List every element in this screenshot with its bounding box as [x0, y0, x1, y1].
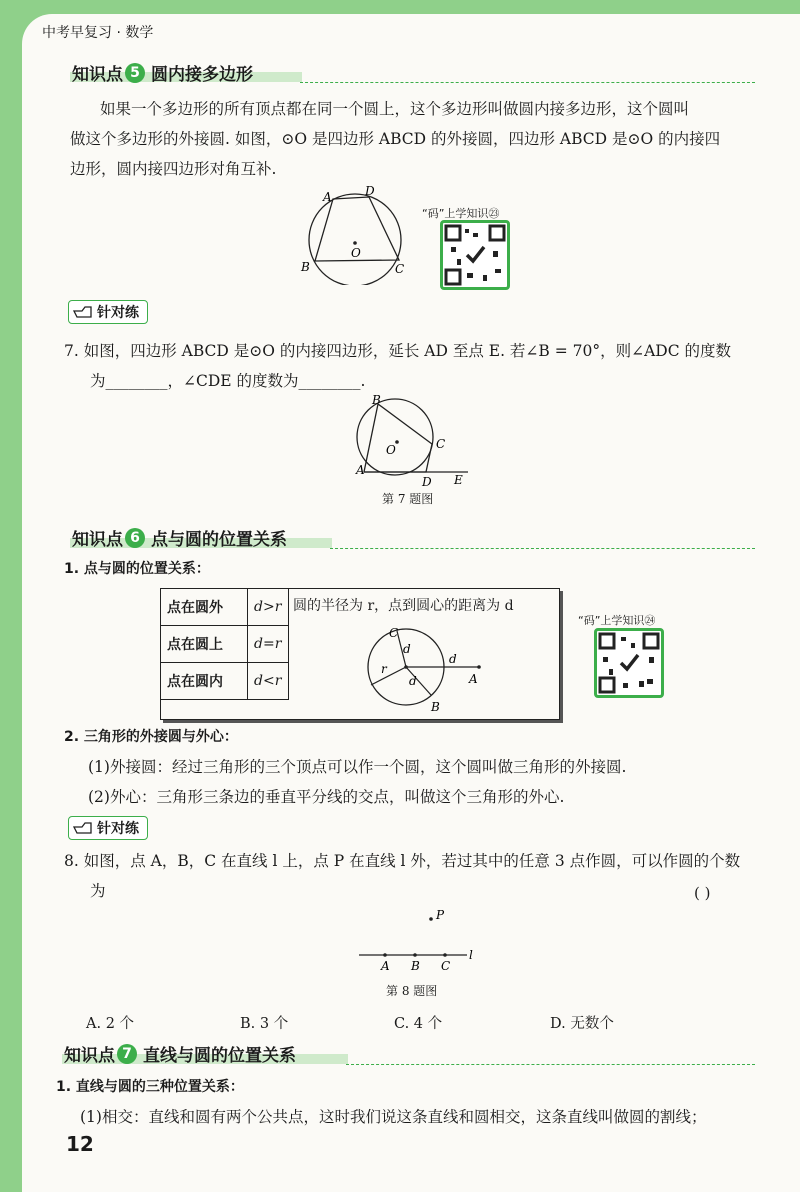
question-7: [64, 336, 774, 396]
table-cell-relation: d>r: [248, 589, 289, 626]
kp5-title: [72, 60, 253, 85]
q8-choice-B[interactable]: B. 3 个: [240, 1016, 289, 1032]
table-cell-position: 点在圆内: [161, 663, 248, 700]
q8-caption: 第 8 题图: [386, 984, 438, 998]
q8-point-B: B: [411, 959, 420, 973]
kp5-circle-figure: [295, 185, 415, 285]
practice-label-2: [68, 816, 148, 840]
kp6-sub-1: 1. 点与圆的位置关系：: [64, 561, 210, 577]
kp6-title: [72, 525, 287, 550]
kp6-dash: [330, 548, 755, 549]
kp5-dash: [300, 82, 755, 83]
kp5-line-2: 做这个多边形的外接圆. 如图，⊙O 是四边形 ABCD 的外接圆，四边形 ABCD 是⊙O 的内接四: [70, 130, 721, 148]
q7-point-D: D: [422, 475, 432, 489]
running-header: 中考早复习 · 数学: [42, 25, 154, 41]
kp7-heading: 直线与圆的位置关系: [143, 1046, 296, 1066]
kp7-number: 7: [117, 1044, 137, 1064]
kp7-label: 知识点: [64, 1046, 115, 1066]
kp5-line-3: 边形，圆内接四边形对角互补.: [70, 160, 277, 178]
q8-choice-D[interactable]: D. 无数个: [550, 1016, 614, 1032]
fig-label-d1: d: [403, 642, 411, 656]
kp7-item-1: (1)相交：直线和圆有两个公共点，这时我们说这条直线和圆相交，这条直线叫做圆的割线；: [80, 1108, 707, 1126]
q7-point-E: E: [454, 473, 463, 487]
table-cell-relation: d<r: [248, 663, 289, 700]
practice-label-1: [68, 300, 148, 324]
q8-point-P: P: [436, 908, 445, 922]
question-8: [64, 846, 774, 906]
kp5-point-B: B: [301, 260, 310, 274]
q8-choice-C[interactable]: C. 4 个: [394, 1016, 443, 1032]
fig-point-C: C: [389, 626, 399, 640]
pointing-hand-icon: [73, 821, 93, 835]
fig-label-d2: d: [449, 652, 457, 666]
relation-table-box: [160, 588, 560, 720]
kp5-point-C: C: [395, 262, 405, 276]
kp6-item-1: (1)外接圆：经过三角形的三个顶点可以作一个圆，这个圆叫做三角形的外接圆.: [88, 758, 627, 776]
kp6-sub-2: 2. 三角形的外接圆与外心：: [64, 729, 238, 745]
kp5-point-A: A: [323, 190, 332, 204]
q8-answer-bracket: ( ): [694, 884, 711, 902]
kp5-heading: 圆内接多边形: [151, 65, 253, 85]
table-row: [161, 663, 289, 700]
q7-point-C: C: [436, 437, 446, 451]
q7-point-O: O: [386, 443, 396, 457]
q8-line-1: 8. 如图，点 A，B，C 在直线 l 上，点 P 在直线 l 外，若过其中的任意 3 点作圆，可以作圆的个数: [64, 852, 741, 870]
qr-code-24[interactable]: [594, 628, 664, 698]
table-row: [161, 626, 289, 663]
kp7-title: [64, 1041, 296, 1066]
kp6-item-2: (2)外心：三角形三条边的垂直平分线的交点，叫做这个三角形的外心.: [88, 788, 565, 806]
kp5-number: 5: [125, 63, 145, 83]
kp5-point-O: O: [351, 246, 361, 260]
kp5-label: 知识点: [72, 65, 123, 85]
q7-caption: 第 7 题图: [382, 492, 434, 506]
q7-point-A: A: [356, 463, 365, 477]
kp5-qr-label: “码”上学知识㉓: [422, 207, 500, 220]
q7-point-B: B: [372, 393, 381, 407]
q8-choice-A[interactable]: A. 2 个: [86, 1016, 135, 1032]
fig-label-r: r: [381, 662, 387, 676]
page-number: 12: [66, 1132, 94, 1156]
point-circle-figure: [361, 623, 491, 715]
table-description: 圆的半径为 r，点到圆心的距离为 d: [293, 598, 514, 614]
kp7-dash: [346, 1064, 755, 1065]
q7-figure: [350, 392, 475, 490]
relation-table: [160, 588, 289, 700]
kp5-point-D: D: [365, 185, 375, 198]
kp6-label: 知识点: [72, 530, 123, 550]
table-row: [161, 589, 289, 626]
q8-line-l: l: [469, 948, 473, 962]
kp5-line-1: 如果一个多边形的所有顶点都在同一个圆上，这个多边形叫做圆内接多边形，这个圆叫: [100, 100, 690, 118]
kp7-sub-1: 1. 直线与圆的三种位置关系：: [56, 1079, 244, 1095]
table-cell-relation: d=r: [248, 626, 289, 663]
fig-point-B: B: [431, 700, 440, 714]
kp6-items: [88, 752, 768, 812]
q8-point-A: A: [381, 959, 390, 973]
practice-text: 针对练: [97, 821, 139, 837]
q8-figure: [355, 905, 485, 975]
kp6-number: 6: [125, 528, 145, 548]
q7-line-2: 为________，∠CDE 的度数为________.: [90, 372, 366, 390]
qr-code-23[interactable]: [440, 220, 510, 290]
q8-line-2: 为: [90, 882, 106, 900]
fig-point-A: A: [469, 672, 478, 686]
q8-point-C: C: [441, 959, 451, 973]
table-cell-position: 点在圆外: [161, 589, 248, 626]
table-cell-position: 点在圆上: [161, 626, 248, 663]
kp6-heading: 点与圆的位置关系: [151, 530, 287, 550]
practice-text: 针对练: [97, 305, 139, 321]
kp6-qr-label: “码”上学知识㉔: [578, 614, 656, 627]
kp5-paragraph: [70, 94, 770, 184]
fig-label-d3: d: [409, 674, 417, 688]
pointing-hand-icon: [73, 305, 93, 319]
q7-line-1: 7. 如图，四边形 ABCD 是⊙O 的内接四边形，延长 AD 至点 E. 若∠B = 70°，则∠ADC 的度数: [64, 342, 732, 360]
